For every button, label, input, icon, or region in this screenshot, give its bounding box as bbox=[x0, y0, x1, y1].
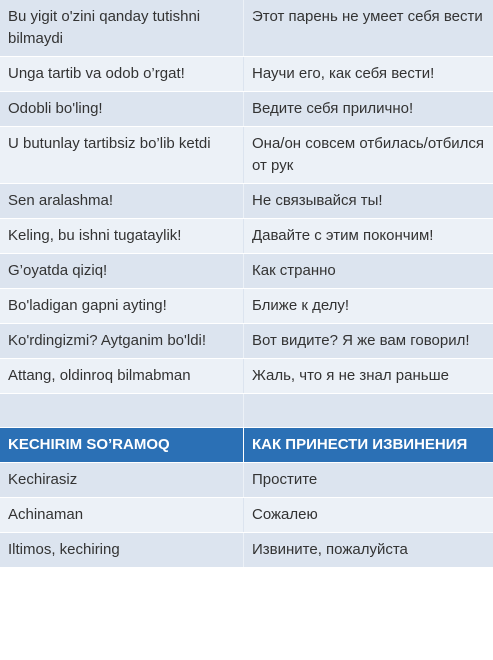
uzbek-phrase: Bo'ladigan gapni ayting! bbox=[8, 297, 167, 314]
empty-cell bbox=[243, 394, 493, 427]
empty-cell bbox=[0, 394, 243, 427]
uzbek-phrase: Odobli bo'ling! bbox=[8, 100, 103, 117]
russian-phrase: Ведите себя прилично! bbox=[243, 92, 493, 126]
table-row bbox=[0, 359, 493, 394]
table-row bbox=[0, 533, 493, 568]
russian-phrase: Вот видите? Я же вам говорил! bbox=[243, 324, 493, 358]
russian-phrase: Извините, пожалуйста bbox=[243, 533, 493, 567]
uzbek-phrase: Achinaman bbox=[8, 506, 84, 523]
table-row bbox=[0, 324, 493, 359]
table-row bbox=[0, 498, 493, 533]
uzbek-phrase: Sen aralashma! bbox=[8, 192, 114, 209]
table-row bbox=[0, 254, 493, 289]
russian-phrase: Жаль, что я не знал раньше bbox=[243, 359, 493, 393]
russian-phrase: Не связывайся ты! bbox=[243, 184, 493, 218]
russian-phrase: Она/он совсем отбилась/отбился от рук bbox=[243, 127, 493, 183]
table-row bbox=[0, 92, 493, 127]
uzbek-phrase: U butunlay tartibsiz bo’lib ketdi bbox=[8, 135, 211, 152]
table-row bbox=[0, 127, 493, 184]
russian-phrase: Ближе к делу! bbox=[243, 289, 493, 323]
table-row bbox=[0, 219, 493, 254]
uzbek-phrase: Kechirasiz bbox=[8, 471, 78, 488]
uzbek-phrase: Iltimos, kechiring bbox=[8, 541, 120, 558]
uzbek-phrase: Attang, oldinroq bilmabman bbox=[8, 367, 191, 384]
russian-phrase: Научи его, как себя вести! bbox=[243, 57, 493, 91]
russian-phrase: Давайте с этим покончим! bbox=[243, 219, 493, 253]
table-row bbox=[0, 0, 493, 57]
table-row bbox=[0, 184, 493, 219]
section-header-uz: KECHIRIM SO’RAMOQ bbox=[8, 436, 170, 453]
uzbek-phrase: Keling, bu ishni tugataylik! bbox=[8, 227, 182, 244]
russian-phrase: Простите bbox=[243, 463, 493, 497]
uzbek-phrase: Unga tartib va odob o’rgat! bbox=[8, 65, 185, 82]
table-row bbox=[0, 463, 493, 498]
table-row bbox=[0, 57, 493, 92]
russian-phrase: Как странно bbox=[243, 254, 493, 288]
uzbek-phrase: Bu yigit o'zini qanday tutishni bilmaydi bbox=[8, 8, 201, 47]
table-row bbox=[0, 289, 493, 324]
russian-phrase: Сожалею bbox=[243, 498, 493, 532]
spacer-row bbox=[0, 394, 493, 428]
section-header-ru: КАК ПРИНЕСТИ ИЗВИНЕНИЯ bbox=[243, 428, 493, 462]
section-header bbox=[0, 428, 493, 463]
uzbek-phrase: Ko'rdingizmi? Aytganim bo'ldi! bbox=[8, 332, 207, 349]
uzbek-phrase: G’oyatda qiziq! bbox=[8, 262, 108, 279]
russian-phrase: Этот парень не умеет себя вести bbox=[243, 0, 493, 56]
